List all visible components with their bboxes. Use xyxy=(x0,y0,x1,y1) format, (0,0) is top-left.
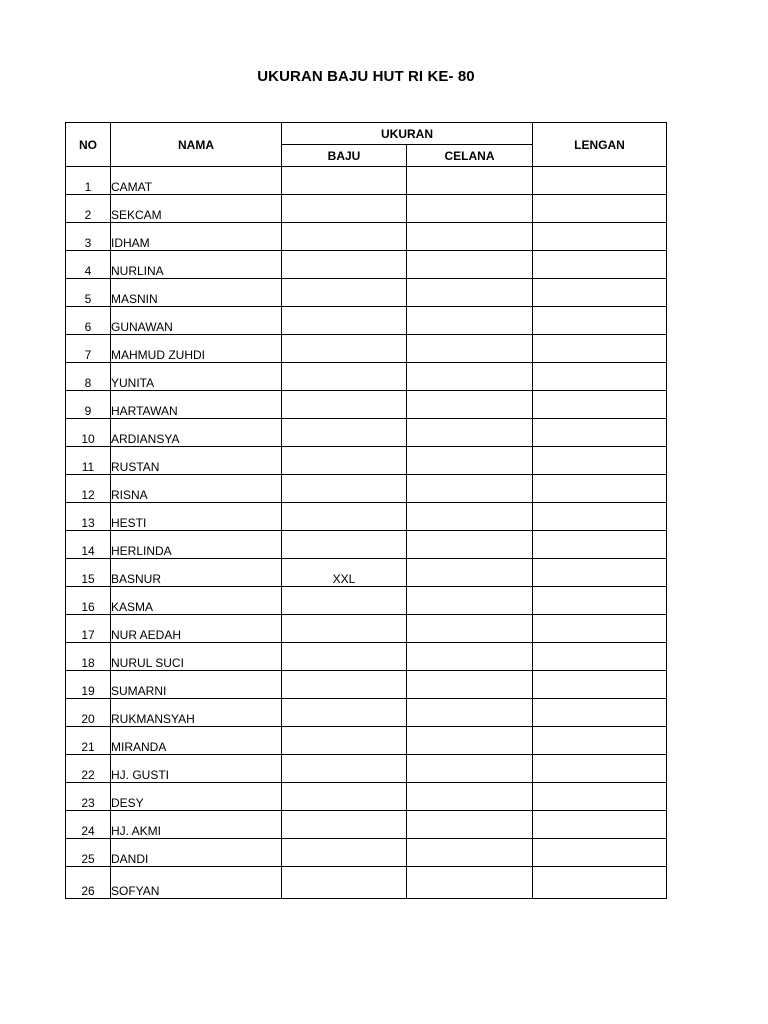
table-row xyxy=(66,727,667,755)
cell-lengan[interactable] xyxy=(533,335,667,363)
header-ukuran: UKURAN xyxy=(282,123,533,145)
cell-no[interactable]: 22 xyxy=(66,755,111,783)
cell-baju[interactable] xyxy=(282,167,407,195)
cell-lengan[interactable] xyxy=(533,615,667,643)
cell-celana[interactable] xyxy=(407,475,533,503)
cell-nama[interactable]: DANDI xyxy=(111,839,282,867)
cell-no[interactable]: 7 xyxy=(66,335,111,363)
cell-lengan[interactable] xyxy=(533,419,667,447)
cell-nama[interactable]: YUNITA xyxy=(111,363,282,391)
cell-celana[interactable] xyxy=(407,503,533,531)
table-row xyxy=(66,867,667,899)
cell-no[interactable]: 15 xyxy=(66,559,111,587)
cell-lengan[interactable] xyxy=(533,503,667,531)
cell-baju[interactable] xyxy=(282,251,407,279)
size-table xyxy=(65,122,667,899)
cell-no[interactable]: 12 xyxy=(66,475,111,503)
table-row xyxy=(66,503,667,531)
cell-baju[interactable] xyxy=(282,727,407,755)
cell-baju[interactable] xyxy=(282,419,407,447)
cell-lengan[interactable] xyxy=(533,447,667,475)
cell-baju[interactable] xyxy=(282,279,407,307)
header-baju: BAJU xyxy=(282,145,407,167)
cell-baju[interactable] xyxy=(282,699,407,727)
cell-lengan[interactable] xyxy=(533,223,667,251)
header-celana: CELANA xyxy=(407,145,533,167)
cell-no[interactable]: 8 xyxy=(66,363,111,391)
cell-baju[interactable]: XXL xyxy=(282,559,407,587)
cell-nama[interactable]: NUR AEDAH xyxy=(111,615,282,643)
cell-celana[interactable] xyxy=(407,419,533,447)
cell-celana[interactable] xyxy=(407,783,533,811)
cell-nama[interactable]: IDHAM xyxy=(111,223,282,251)
cell-baju[interactable] xyxy=(282,391,407,419)
table-row xyxy=(66,811,667,839)
header-nama: NAMA xyxy=(111,123,282,167)
table-row xyxy=(66,363,667,391)
cell-no[interactable]: 25 xyxy=(66,839,111,867)
cell-lengan[interactable] xyxy=(533,867,667,899)
page-title: UKURAN BAJU HUT RI KE- 80 xyxy=(257,68,475,85)
cell-nama[interactable]: HERLINDA xyxy=(111,531,282,559)
cell-no[interactable]: 14 xyxy=(66,531,111,559)
cell-nama[interactable]: SOFYAN xyxy=(111,867,282,899)
cell-baju[interactable] xyxy=(282,643,407,671)
cell-baju[interactable] xyxy=(282,587,407,615)
cell-baju[interactable] xyxy=(282,783,407,811)
cell-lengan[interactable] xyxy=(533,643,667,671)
cell-nama[interactable]: HESTI xyxy=(111,503,282,531)
cell-lengan[interactable] xyxy=(533,587,667,615)
cell-lengan[interactable] xyxy=(533,531,667,559)
cell-celana[interactable] xyxy=(407,447,533,475)
cell-celana[interactable] xyxy=(407,587,533,615)
cell-no[interactable]: 19 xyxy=(66,671,111,699)
cell-lengan[interactable] xyxy=(533,279,667,307)
cell-lengan[interactable] xyxy=(533,839,667,867)
cell-baju[interactable] xyxy=(282,811,407,839)
cell-baju[interactable] xyxy=(282,531,407,559)
cell-lengan[interactable] xyxy=(533,475,667,503)
cell-nama[interactable]: GUNAWAN xyxy=(111,307,282,335)
cell-no[interactable]: 1 xyxy=(66,167,111,195)
table-row xyxy=(66,671,667,699)
cell-celana[interactable] xyxy=(407,727,533,755)
cell-celana[interactable] xyxy=(407,811,533,839)
table-row xyxy=(66,475,667,503)
cell-celana[interactable] xyxy=(407,223,533,251)
cell-celana[interactable] xyxy=(407,615,533,643)
cell-nama[interactable]: NURLINA xyxy=(111,251,282,279)
cell-lengan[interactable] xyxy=(533,167,667,195)
cell-no[interactable]: 18 xyxy=(66,643,111,671)
cell-celana[interactable] xyxy=(407,251,533,279)
header-lengan: LENGAN xyxy=(533,123,667,167)
cell-nama[interactable]: HJ. AKMI xyxy=(111,811,282,839)
cell-lengan[interactable] xyxy=(533,251,667,279)
table-row xyxy=(66,559,667,587)
table-row xyxy=(66,699,667,727)
header-no: NO xyxy=(66,123,111,167)
cell-no[interactable]: 26 xyxy=(66,867,111,899)
cell-baju[interactable] xyxy=(282,307,407,335)
cell-celana[interactable] xyxy=(407,307,533,335)
cell-celana[interactable] xyxy=(407,335,533,363)
cell-nama[interactable]: RUSTAN xyxy=(111,447,282,475)
cell-nama[interactable]: HARTAWAN xyxy=(111,391,282,419)
cell-baju[interactable] xyxy=(282,839,407,867)
table-row xyxy=(66,783,667,811)
cell-celana[interactable] xyxy=(407,867,533,899)
table-row xyxy=(66,223,667,251)
cell-celana[interactable] xyxy=(407,699,533,727)
table-row xyxy=(66,307,667,335)
table-row xyxy=(66,391,667,419)
cell-no[interactable]: 21 xyxy=(66,727,111,755)
table-row xyxy=(66,167,667,195)
cell-nama[interactable]: MAHMUD ZUHDI xyxy=(111,335,282,363)
cell-nama[interactable]: NURUL SUCI xyxy=(111,643,282,671)
cell-no[interactable]: 11 xyxy=(66,447,111,475)
cell-no[interactable]: 17 xyxy=(66,615,111,643)
table-row xyxy=(66,335,667,363)
table-row xyxy=(66,615,667,643)
cell-celana[interactable] xyxy=(407,363,533,391)
cell-celana[interactable] xyxy=(407,279,533,307)
cell-no[interactable]: 13 xyxy=(66,503,111,531)
table-row xyxy=(66,755,667,783)
cell-baju[interactable] xyxy=(282,335,407,363)
table-row xyxy=(66,419,667,447)
cell-baju[interactable] xyxy=(282,475,407,503)
cell-lengan[interactable] xyxy=(533,699,667,727)
cell-celana[interactable] xyxy=(407,167,533,195)
cell-baju[interactable] xyxy=(282,867,407,899)
cell-celana[interactable] xyxy=(407,671,533,699)
cell-celana[interactable] xyxy=(407,195,533,223)
cell-no[interactable]: 20 xyxy=(66,699,111,727)
cell-nama[interactable]: RISNA xyxy=(111,475,282,503)
table-header xyxy=(66,123,667,167)
cell-nama[interactable]: HJ. GUSTI xyxy=(111,755,282,783)
cell-no[interactable]: 4 xyxy=(66,251,111,279)
cell-baju[interactable] xyxy=(282,447,407,475)
cell-lengan[interactable] xyxy=(533,811,667,839)
cell-baju[interactable] xyxy=(282,195,407,223)
table-row xyxy=(66,587,667,615)
cell-no[interactable]: 9 xyxy=(66,391,111,419)
table-row xyxy=(66,279,667,307)
cell-nama[interactable]: SEKCAM xyxy=(111,195,282,223)
table-row xyxy=(66,531,667,559)
cell-lengan[interactable] xyxy=(533,195,667,223)
cell-no[interactable]: 10 xyxy=(66,419,111,447)
cell-nama[interactable]: MIRANDA xyxy=(111,727,282,755)
cell-no[interactable]: 16 xyxy=(66,587,111,615)
cell-lengan[interactable] xyxy=(533,307,667,335)
cell-no[interactable]: 24 xyxy=(66,811,111,839)
cell-lengan[interactable] xyxy=(533,727,667,755)
table-row xyxy=(66,643,667,671)
table-row xyxy=(66,195,667,223)
cell-nama[interactable]: MASNIN xyxy=(111,279,282,307)
cell-lengan[interactable] xyxy=(533,391,667,419)
cell-baju[interactable] xyxy=(282,363,407,391)
cell-celana[interactable] xyxy=(407,391,533,419)
table-row xyxy=(66,251,667,279)
cell-lengan[interactable] xyxy=(533,755,667,783)
cell-baju[interactable] xyxy=(282,755,407,783)
cell-nama[interactable]: CAMAT xyxy=(111,167,282,195)
cell-no[interactable]: 23 xyxy=(66,783,111,811)
cell-nama[interactable]: SUMARNI xyxy=(111,671,282,699)
cell-lengan[interactable] xyxy=(533,671,667,699)
cell-celana[interactable] xyxy=(407,559,533,587)
cell-no[interactable]: 5 xyxy=(66,279,111,307)
cell-nama[interactable]: BASNUR xyxy=(111,559,282,587)
cell-nama[interactable]: DESY xyxy=(111,783,282,811)
cell-baju[interactable] xyxy=(282,615,407,643)
cell-nama[interactable]: KASMA xyxy=(111,587,282,615)
cell-no[interactable]: 6 xyxy=(66,307,111,335)
cell-nama[interactable]: RUKMANSYAH xyxy=(111,699,282,727)
table-row xyxy=(66,839,667,867)
cell-celana[interactable] xyxy=(407,643,533,671)
cell-lengan[interactable] xyxy=(533,363,667,391)
cell-nama[interactable]: ARDIANSYA xyxy=(111,419,282,447)
cell-lengan[interactable] xyxy=(533,559,667,587)
cell-celana[interactable] xyxy=(407,531,533,559)
table-body xyxy=(66,167,667,899)
cell-lengan[interactable] xyxy=(533,783,667,811)
cell-baju[interactable] xyxy=(282,503,407,531)
cell-baju[interactable] xyxy=(282,223,407,251)
cell-no[interactable]: 3 xyxy=(66,223,111,251)
table-row xyxy=(66,447,667,475)
cell-celana[interactable] xyxy=(407,755,533,783)
cell-baju[interactable] xyxy=(282,671,407,699)
cell-no[interactable]: 2 xyxy=(66,195,111,223)
cell-celana[interactable] xyxy=(407,839,533,867)
